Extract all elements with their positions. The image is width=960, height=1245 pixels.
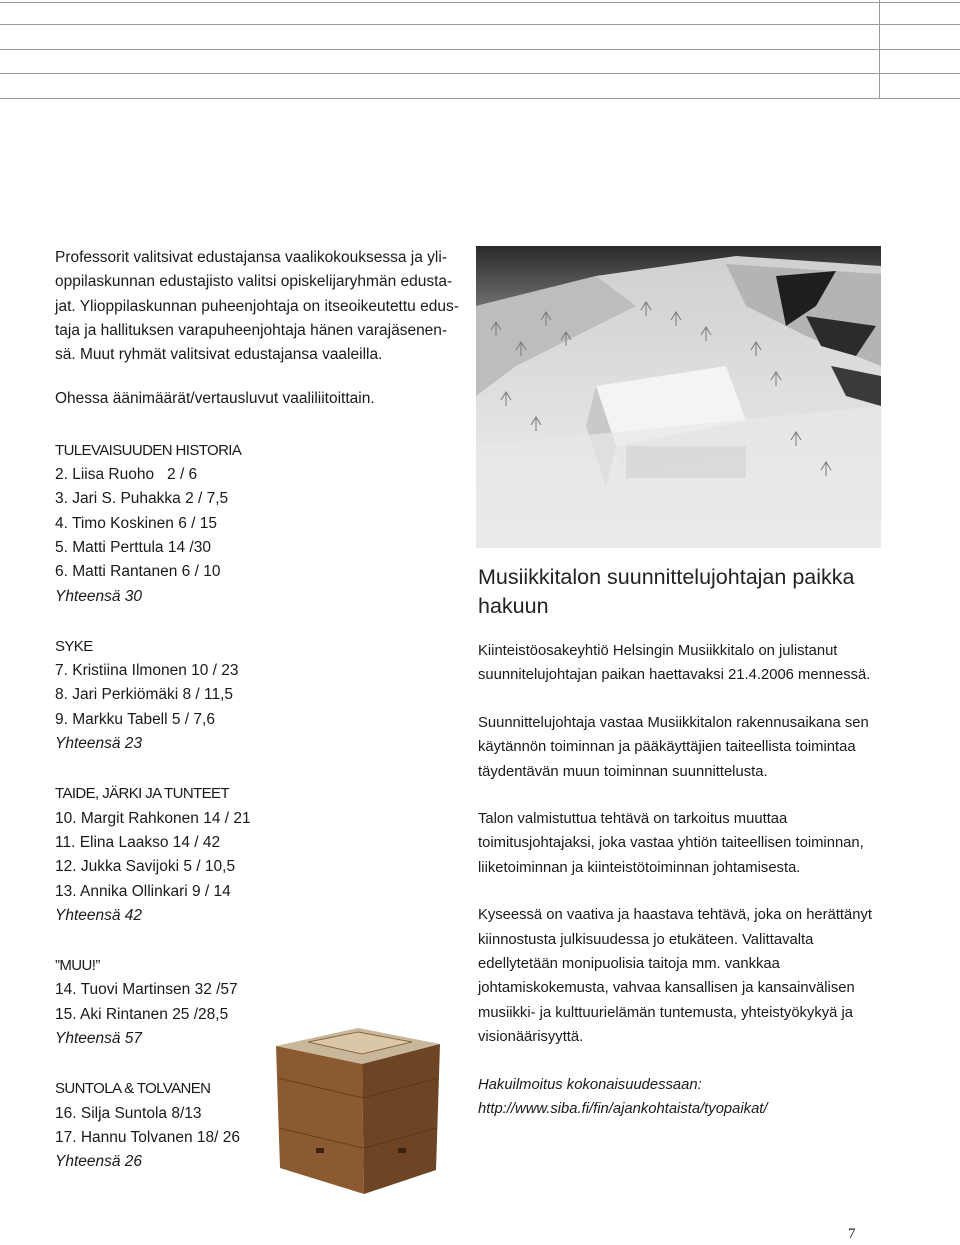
member-entry: 5. Matti Perttula 14 /30	[55, 538, 211, 556]
member-entry: 6. Matti Rantanen 6 / 10	[55, 563, 221, 581]
member-entry: 3. Jari S. Puhakka 2 / 7,5	[55, 490, 229, 508]
header-column-divider	[879, 0, 880, 98]
intro-paragraph	[55, 246, 475, 367]
header-rule-bottom	[0, 98, 960, 99]
box-photo-illustration	[272, 1028, 444, 1196]
group-title: TAIDE, JÄRKI JA TUNTEET	[55, 785, 230, 803]
article-paragraph: Kiinteistöosakeyhtiö Helsingin Musiikkitalo on julistanut suunnitelujohtajan paikan haettavaksi 21.4.2006 mennessä.	[478, 643, 871, 684]
member-entry: 4. Timo Koskinen 6 / 15	[55, 514, 217, 532]
member-entry: 17. Hannu Tolvanen 18/ 26	[55, 1128, 241, 1146]
member-entry: 13. Annika Ollinkari 9 / 14	[55, 882, 231, 900]
group-title: SUNTOLA & TOLVANEN	[55, 1080, 211, 1098]
member-entry: 15. Aki Rintanen 25 /28,5	[55, 1005, 229, 1023]
votes-note: Ohessa äänimäärät/vertausluvut vaaliliitoittain.	[55, 390, 375, 408]
header-rule	[0, 49, 960, 50]
article-body	[478, 639, 883, 1122]
header-rule	[0, 73, 960, 74]
model-photo-illustration	[476, 246, 881, 548]
page-number: 7	[848, 1226, 856, 1242]
member-entry: 8. Jari Perkiömäki 8 / 11,5	[55, 686, 234, 704]
member-entry: 11. Elina Laakso 14 / 42	[55, 833, 221, 851]
group-total: Yhteensä 23	[55, 735, 143, 753]
group-total: Yhteensä 57	[55, 1030, 143, 1048]
group-total: Yhteensä 30	[55, 587, 143, 605]
member-entry: 12. Jukka Savijoki 5 / 10,5	[55, 858, 236, 876]
member-entry: 9. Markku Tabell 5 / 7,6	[55, 710, 215, 728]
group-total: Yhteensä 26	[55, 1153, 143, 1171]
member-entry: 10. Margit Rahkonen 14 / 21	[55, 809, 251, 827]
member-entry: 7. Kristiina Ilmonen 10 / 23	[55, 662, 239, 680]
group-title: SYKE	[55, 637, 93, 655]
application-link[interactable]: Hakuilmoitus kokonaisuudessaan: http://www.siba.fi/fin/ajankohtaista/tyopaikat/	[478, 1076, 768, 1118]
intro-line: Professorit valitsivat edustajansa vaalikokouksessa ja yli-	[55, 249, 447, 266]
group-title: ”MUU!”	[55, 957, 100, 975]
header-rule-top	[0, 2, 960, 3]
list-group-tulevaisuuden-historia	[55, 439, 475, 609]
article-paragraph: Kyseessä on vaativa ja haastava tehtävä, joka on herättänyt kiinnostusta julkisuudessa jo etukäteen. Valittavalta edellytetään monipuolisia taitoja mm. vankkaa johtamiskokemusta, vahvaa kansallisen ja kansainvälisen musiikki- ja kulttuurielämän tuntemusta, yhteistyökykyä ja visionäärisyyttä.	[478, 907, 873, 1046]
list-group-taide-jarki-ja-tunteet	[55, 782, 475, 928]
article-title: Musiikkitalon suunnittelujohtajan paikka hakuun	[478, 565, 855, 618]
intro-line: jat. Ylioppilaskunnan puheenjohtaja on itseoikeutettu edus-	[55, 297, 459, 315]
article-column	[478, 563, 883, 1145]
article-paragraph: Suunnittelujohtaja vastaa Musiikkitalon rakennusaikana sen käytännön toiminnan ja pääkäyttäjien taiteellista toimintaa täydentävän muun toiminnan suunnittelusta.	[478, 714, 869, 780]
intro-line: taja ja hallituksen varapuheenjohtaja hänen varajäsenen-	[55, 321, 448, 339]
intro-line: sä. Muut ryhmät valitsivat edustajansa vaaleilla.	[55, 346, 383, 364]
member-entry: 14. Tuovi Martinsen 32 /57	[55, 981, 238, 999]
member-entry: 2. Liisa Ruoho 2 / 6	[55, 466, 198, 484]
group-title: TULEVAISUUDEN HISTORIA	[55, 441, 242, 459]
wooden-box-photo	[272, 1028, 444, 1196]
music-hall-model-photo	[476, 246, 881, 548]
article-paragraph: Talon valmistuttua tehtävä on tarkoitus muuttaa toimitusjohtajaksi, joka vastaa yhtiön taiteellisen toiminnan, liiketoiminnan ja kiinteistötoiminnan johtamisesta.	[478, 811, 864, 876]
member-entry: 16. Silja Suntola 8/13	[55, 1104, 202, 1122]
intro-line: oppilaskunnan edustajisto valitsi opiskelijaryhmän edusta-	[55, 273, 453, 291]
header-rule	[0, 24, 960, 25]
group-total: Yhteensä 42	[55, 906, 143, 924]
list-group-syke	[55, 635, 475, 756]
